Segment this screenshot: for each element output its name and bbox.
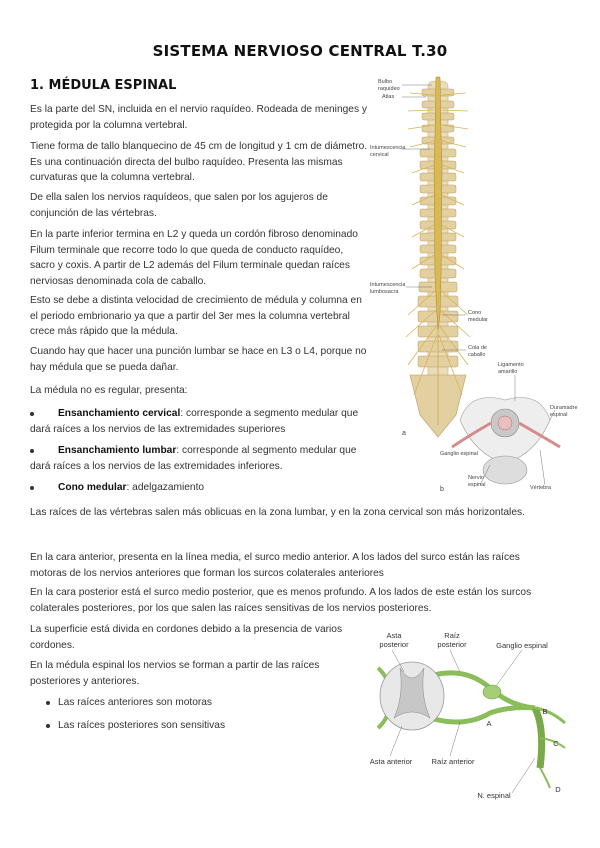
label-ligament: Ligamento amarillo [498,362,524,375]
label-n-espinal: N. espinal [477,791,511,800]
label-cola: Cola de caballo [468,345,487,358]
label-asta-anterior: Asta anterior [369,757,413,766]
paragraph: La médula no es regular, presenta: [30,385,188,396]
cord-section [380,662,444,730]
label-atlas: Atlas [382,94,395,100]
bullet-text: : adelgazamiento [126,482,205,493]
paragraph: Es la parte del SN, incluida en el nervio raquídeo. Rodeada de meninges y protegida por la columna vertebral. [30,104,367,131]
bullet-text: : corresponde al segmento medular que dará raíces a los nervios de las extremidades inferiores. [30,445,357,472]
vertebra-cross-section [452,375,560,485]
features-list [30,406,370,496]
bullet-term: Ensanchamiento cervical [58,408,181,419]
label-raiz-posterior: Raíz posterior [437,631,467,649]
label-ganglion: Ganglio espinal [440,451,478,457]
label-B: B [542,707,548,716]
label-letter-a: a [402,430,406,437]
section-heading: 1. MÉDULA ESPINAL [30,78,177,93]
page-title: SISTEMA NERVIOSO CENTRAL T.30 [152,42,448,60]
label-ganglio: Ganglio espinal [496,641,548,650]
label-letter-b: b [440,486,444,493]
label-bulbo: Bulbo raquídeo [378,79,400,92]
bullet-icon [46,701,50,705]
paragraph: De ella salen los nervios raquídeos, que salen por los agujeros de conjunción de las vértebras. [30,192,328,219]
list-text: Las raíces anteriores son motoras [58,697,213,708]
bullet-icon [30,486,34,490]
paragraph: Las raíces de las vértebras salen más oblicuas en la zona lumbar, y en la zona cervical son más horizontales. [30,507,525,518]
bullet-icon [30,449,34,453]
paragraph: Cuando hay que hacer una punción lumbar se hace en L3 o L4, porque no hay médula que se pueda dañar. [30,346,367,373]
ganglion-shape [483,685,501,699]
label-dura: Duramadre espinal [550,405,578,418]
label-vertebra: Vértebra [530,485,552,491]
bullet-text: : corresponde a segmento medular que dará raíces a los nervios de las extremidades superiores [30,408,359,435]
label-A: A [486,719,492,728]
paragraph: En la parte inferior termina en L2 y queda un cordón fibroso denominado Filum terminale que recorre todo lo que queda de conducto raquídeo, sacro y coxis. A partir de L2 además del Filum terminale quedan raíces nerviosas denominada cola de caballo. [30,229,358,287]
label-asta-posterior: Asta posterior [379,631,409,649]
label-raiz-anterior: Raíz anterior [431,757,475,766]
list-item [30,443,370,474]
list-item [30,406,370,437]
label-lumbar: Intumescencia lumbosacra [370,282,406,295]
list-item [30,695,350,711]
list-text: Las raíces posteriores son sensitivas [58,719,226,731]
spinal-column-figure [370,75,585,500]
paragraph: En la cara posterior está el surco medio posterior, que es menos profundo. A los lados de este están los surcos colaterales posteriores, por los que salen las raíces sensitivas de los nervios posteriores. [30,587,532,614]
bullet-icon [30,412,34,416]
paragraph: Esto se debe a distinta velocidad de crecimiento de médula y columna en el periodo embrionario ya que a partir del 3er mes la columna vertebral crece más rápido que la médula. [30,295,362,337]
label-nervio: Nervio espinal [468,475,486,488]
paragraph: La superficie está divida en cordones debido a la presencia de varios cordones. [30,624,343,651]
label-cono: Cono medular [468,310,488,323]
paragraph: En la médula espinal los nervios se forman a partir de las raíces posteriores y anteriores. [30,660,320,687]
label-cervical: Intumescencia cervical [370,145,406,158]
paragraph: En la cara anterior, presenta en la línea media, el surco medio anterior. A los lados del surco están las raíces motoras de los nervios anteriores que forman los surcos colaterales anteriores [30,552,520,579]
spinal-roots-figure [370,628,575,803]
list-item [30,718,350,734]
bullet-icon [46,724,50,728]
roots-list [30,695,350,740]
label-D: D [555,785,561,794]
label-C: C [553,739,559,748]
bullet-term: Ensanchamiento lumbar [58,445,177,456]
bullet-term: Cono medular [58,482,127,493]
paragraph: Tiene forma de tallo blanquecino de 45 cm de longitud y 1 cm de diámetro. Es una continuación directa del bulbo raquídeo. Presenta las mismas curvaturas que la columna vertebral. [30,141,368,183]
list-item [30,480,370,496]
